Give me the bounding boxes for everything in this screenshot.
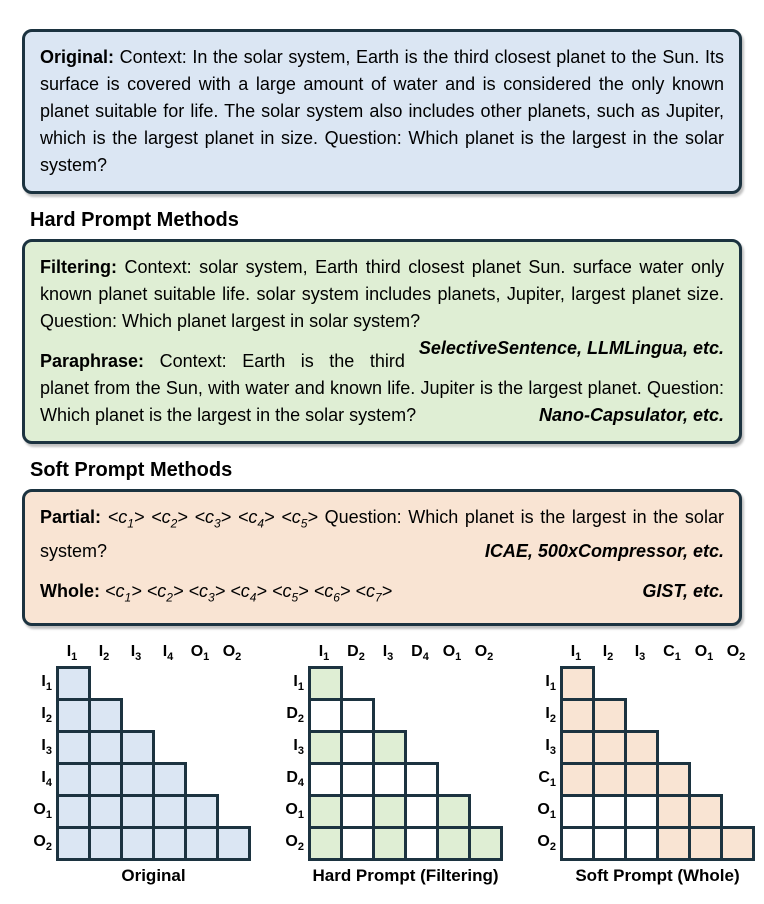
matrix-row-label: $O_2$ [537, 833, 556, 854]
masked-cell [404, 762, 439, 797]
masked-cell [592, 794, 627, 829]
masked-cell [404, 826, 439, 861]
paragraph-label: Original: [40, 47, 115, 67]
matrix-row-label: $I_2$ [545, 705, 556, 726]
matrix-row-label: $C_1$ [538, 769, 556, 790]
attended-cell [688, 826, 723, 861]
attention-matrix [280, 644, 503, 886]
matrix-column-label: $I_2$ [602, 643, 614, 664]
matrix-column-labels [308, 644, 503, 666]
compressed-token: $<c_1>$ [107, 507, 145, 531]
attended-cell [372, 794, 407, 829]
matrix-row-label: $I_3$ [293, 737, 304, 758]
hard-prompt-box [22, 239, 742, 444]
masked-cell [404, 794, 439, 829]
attention-matrices [28, 643, 746, 886]
attended-cell [624, 730, 659, 765]
matrix-row-labels [532, 666, 556, 861]
matrix-caption: Soft Prompt (Whole) [575, 866, 740, 886]
attended-cell [308, 826, 343, 861]
matrix-column-labels [560, 644, 755, 666]
method-attribution: SelectiveSentence, LLMLingua, etc. [418, 338, 724, 358]
matrix-column-label: $O_1$ [694, 643, 714, 664]
attended-cell [120, 730, 155, 765]
attended-cell [88, 730, 123, 765]
hard-prompt-heading: Hard Prompt Methods [30, 209, 239, 231]
attended-cell [592, 730, 627, 765]
matrix-column-label: $O_1$ [442, 643, 462, 664]
matrix-grid [560, 666, 755, 861]
masked-cell [624, 794, 659, 829]
attended-cell [184, 794, 219, 829]
attended-cell [56, 730, 91, 765]
matrix-row-label: $O_1$ [285, 801, 304, 822]
compressed-token: $<c_2>$ [151, 507, 188, 531]
masked-cell [560, 794, 595, 829]
whole-paragraph [40, 578, 724, 612]
attended-cell [120, 826, 155, 861]
masked-cell [340, 826, 375, 861]
matrix-grid [56, 666, 251, 861]
matrix-row-labels [28, 666, 52, 861]
paragraph-label: Filtering: [40, 257, 117, 277]
masked-cell [308, 762, 343, 797]
matrix-row-labels [280, 666, 304, 861]
matrix-column-label: $O_2$ [726, 643, 746, 664]
attended-cell [656, 794, 691, 829]
method-attribution: Nano-Capsulator, etc. [538, 405, 724, 425]
attended-cell [688, 794, 723, 829]
partial-paragraph [40, 504, 724, 565]
compressed-token: $<c_4>$ [230, 580, 267, 605]
attended-cell [56, 826, 91, 861]
attended-cell [656, 762, 691, 797]
matrix-row-label: $I_2$ [41, 705, 52, 726]
attended-cell [184, 826, 219, 861]
attended-cell [372, 730, 407, 765]
attention-matrix [532, 644, 755, 886]
matrix-column-label: $D_2$ [347, 643, 365, 664]
compressed-token: $<c_7>$ [355, 580, 393, 605]
matrix-column-label: $O_2$ [474, 643, 494, 664]
compressed-token: $<c_5>$ [281, 507, 318, 531]
original-prompt-box [22, 29, 742, 194]
matrix-column-label: $I_3$ [634, 643, 646, 664]
paragraph-text: Question: Which planet is the largest in the solar system? [40, 507, 724, 561]
attended-cell [88, 794, 123, 829]
matrix-row-label: $I_1$ [545, 673, 556, 694]
attention-matrix [28, 644, 251, 886]
original-paragraph [40, 44, 724, 179]
attended-cell [720, 826, 755, 861]
attended-cell [152, 826, 187, 861]
compressed-token: $<c_5>$ [271, 580, 309, 605]
masked-cell [340, 698, 375, 733]
matrix-row-label: $I_4$ [41, 769, 52, 790]
matrix-column-labels [56, 644, 251, 666]
attended-cell [436, 826, 471, 861]
attended-cell [624, 762, 659, 797]
matrix-column-label: $I_1$ [318, 643, 330, 664]
matrix-row-label: $I_3$ [41, 737, 52, 758]
attended-cell [56, 698, 91, 733]
soft-prompt-paragraphs [40, 504, 724, 611]
attended-cell [592, 762, 627, 797]
attended-cell [216, 826, 251, 861]
masked-cell [340, 730, 375, 765]
soft-prompt-box [22, 489, 742, 626]
attended-cell [560, 666, 595, 701]
matrix-column-label: $D_4$ [411, 643, 429, 664]
masked-cell [624, 826, 659, 861]
compressed-token: $<c_3>$ [188, 580, 226, 605]
matrix-column-label: $I_4$ [162, 643, 174, 664]
matrix-row-label: $O_1$ [537, 801, 556, 822]
masked-cell [340, 794, 375, 829]
matrix-caption: Original [121, 866, 186, 886]
masked-cell [308, 698, 343, 733]
matrix-row-label: $O_1$ [33, 801, 52, 822]
matrix-column-label: $I_3$ [382, 643, 394, 664]
matrix-row-label: $D_4$ [286, 769, 304, 790]
attended-cell [88, 762, 123, 797]
masked-cell [560, 826, 595, 861]
matrix-column-label: $I_1$ [66, 643, 78, 664]
attended-cell [656, 826, 691, 861]
matrix-column-label: $I_3$ [130, 643, 142, 664]
soft-prompt-heading: Soft Prompt Methods [30, 459, 233, 481]
masked-cell [372, 762, 407, 797]
matrix-grid [308, 666, 503, 861]
matrix-column-label: $O_1$ [190, 643, 210, 664]
paragraph-text: Context: In the solar system, Earth is the third closest planet to the Sun. Its surface is covered with a large amount of water and is considered the only known planet suitable for life. The solar system also includes other planets, such as Jupiter, which is the largest planet in size. Question: Which planet is the largest in the solar system? [40, 47, 724, 175]
filtering-paragraph [40, 254, 724, 358]
attended-cell [308, 794, 343, 829]
masked-cell [340, 762, 375, 797]
attended-cell [56, 794, 91, 829]
attended-cell [468, 826, 503, 861]
attended-cell [308, 730, 343, 765]
attended-cell [592, 698, 627, 733]
attended-cell [120, 794, 155, 829]
compressed-token: $<c_1>$ [105, 580, 142, 605]
matrix-row-label: $D_2$ [286, 705, 304, 726]
attended-cell [308, 666, 343, 701]
paragraph-text: Context: solar system, Earth third closest planet Sun. surface water only known planet suitable life. solar system includes planets, Jupiter, largest planet size. Question: Which planet largest in solar system? [40, 257, 724, 331]
matrix-row-label: $I_3$ [545, 737, 556, 758]
attended-cell [56, 666, 91, 701]
attended-cell [56, 762, 91, 797]
matrix-row-label: $I_1$ [293, 673, 304, 694]
paragraph-label: Partial: [40, 507, 102, 527]
attended-cell [88, 826, 123, 861]
paragraph-label: Whole: [40, 580, 100, 601]
compressed-token: $<c_6>$ [313, 580, 351, 605]
attended-cell [152, 794, 187, 829]
attended-cell [560, 730, 595, 765]
matrix-row-label: $O_2$ [285, 833, 304, 854]
paragraph-label: Paraphrase: [40, 351, 145, 371]
masked-cell [592, 826, 627, 861]
hard-prompt-paragraphs [40, 254, 724, 429]
attended-cell [88, 698, 123, 733]
matrix-row-label: $I_1$ [41, 673, 52, 694]
attended-cell [560, 698, 595, 733]
matrix-column-label: $I_1$ [570, 643, 582, 664]
matrix-row-label: $O_2$ [33, 833, 52, 854]
compressed-token: $<c_3>$ [194, 507, 232, 531]
attended-cell [152, 762, 187, 797]
compressed-token: $<c_2>$ [146, 580, 184, 605]
matrix-column-label: $I_2$ [98, 643, 110, 664]
method-attribution: ICAE, 500xCompressor, etc. [484, 540, 724, 561]
paragraph-text: Context: Earth is the third planet from the Sun, with water and known life. Jupiter is the largest planet. Question: Which planet is the largest in the solar system? [40, 351, 724, 425]
attended-cell [560, 762, 595, 797]
matrix-caption: Hard Prompt (Filtering) [312, 866, 499, 886]
attended-cell [120, 762, 155, 797]
compressed-token: $<c_4>$ [237, 507, 275, 531]
matrix-column-label: $O_2$ [222, 643, 242, 664]
matrix-column-label: $C_1$ [663, 643, 681, 664]
method-attribution: GIST, etc. [642, 580, 724, 601]
attended-cell [436, 794, 471, 829]
attended-cell [372, 826, 407, 861]
